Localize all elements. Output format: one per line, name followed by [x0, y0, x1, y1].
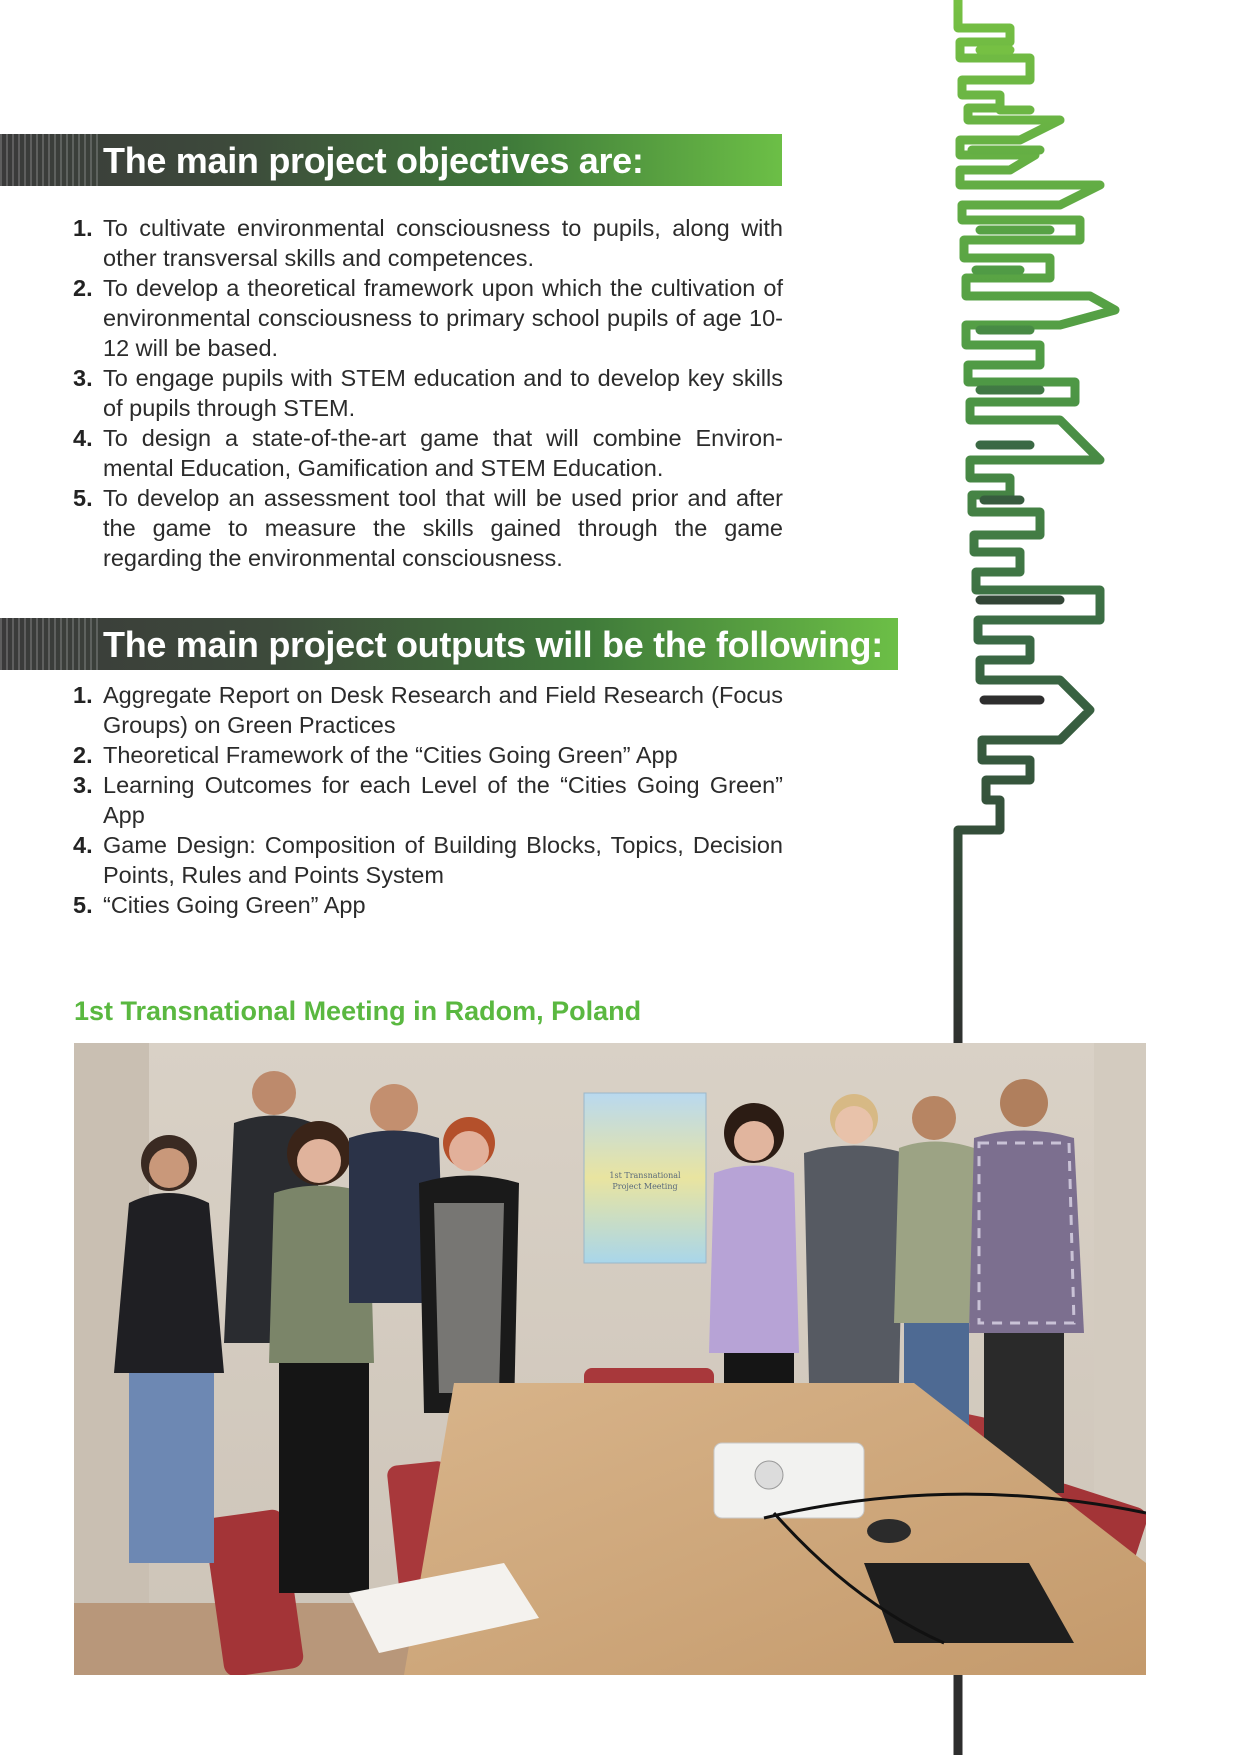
meeting-group-photo — [74, 1043, 1146, 1675]
item-text: To cultivate environmental consciousness to pupils, along with other transversal skills and competences. — [103, 215, 783, 271]
item-number: 3. — [73, 772, 93, 798]
list-item — [73, 483, 783, 573]
photo-caption: 1st Transnational Meeting in Radom, Poland — [74, 996, 642, 1026]
item-number: 1. — [73, 682, 93, 708]
list-item — [73, 273, 783, 363]
list-item — [73, 740, 783, 770]
item-number: 1. — [73, 215, 93, 241]
item-text: Game Design: Composition of Building Blocks, Topics, Decision Points, Rules and Points System — [103, 832, 783, 888]
svg-text:1st Transnational: 1st Transnational — [609, 1171, 681, 1180]
item-text: Theoretical Framework of the “Cities Going Green” App — [103, 742, 678, 768]
item-text: To design a state-of-the-art game that will combine Environ-mental Education, Gamification and STEM Education. — [103, 425, 783, 481]
item-number: 3. — [73, 365, 93, 391]
objectives-heading-banner — [0, 134, 782, 186]
objectives-heading: The main project objectives are: — [103, 140, 644, 181]
list-item — [73, 770, 783, 830]
outputs-heading: The main project outputs will be the following: — [103, 624, 883, 665]
list-item — [73, 423, 783, 483]
list-item — [73, 890, 783, 920]
item-text: To develop a theoretical framework upon which the cultivation of environmental consciousness to primary school pupils of age 10-12 will be based. — [103, 275, 783, 361]
item-text: To engage pupils with STEM education and to develop key skills of pupils through STEM. — [103, 365, 783, 421]
objectives-list — [73, 213, 783, 573]
list-item — [73, 680, 783, 740]
list-item — [73, 363, 783, 423]
list-item — [73, 213, 783, 273]
item-number: 2. — [73, 742, 93, 768]
item-number: 5. — [73, 485, 93, 511]
item-text: To develop an assessment tool that will be used prior and after the game to measure the skills gained through the game regarding the environmental consciousness. — [103, 485, 783, 571]
item-number: 4. — [73, 832, 93, 858]
list-item — [73, 830, 783, 890]
item-text: “Cities Going Green” App — [103, 892, 366, 918]
outputs-heading-banner — [0, 618, 898, 670]
item-number: 2. — [73, 275, 93, 301]
svg-text:Project Meeting: Project Meeting — [612, 1182, 678, 1191]
outputs-list — [73, 680, 783, 920]
item-number: 4. — [73, 425, 93, 451]
item-number: 5. — [73, 892, 93, 918]
item-text: Aggregate Report on Desk Research and Field Research (Focus Groups) on Green Practices — [103, 682, 783, 738]
item-text: Learning Outcomes for each Level of the “Cities Going Green” App — [103, 772, 783, 828]
